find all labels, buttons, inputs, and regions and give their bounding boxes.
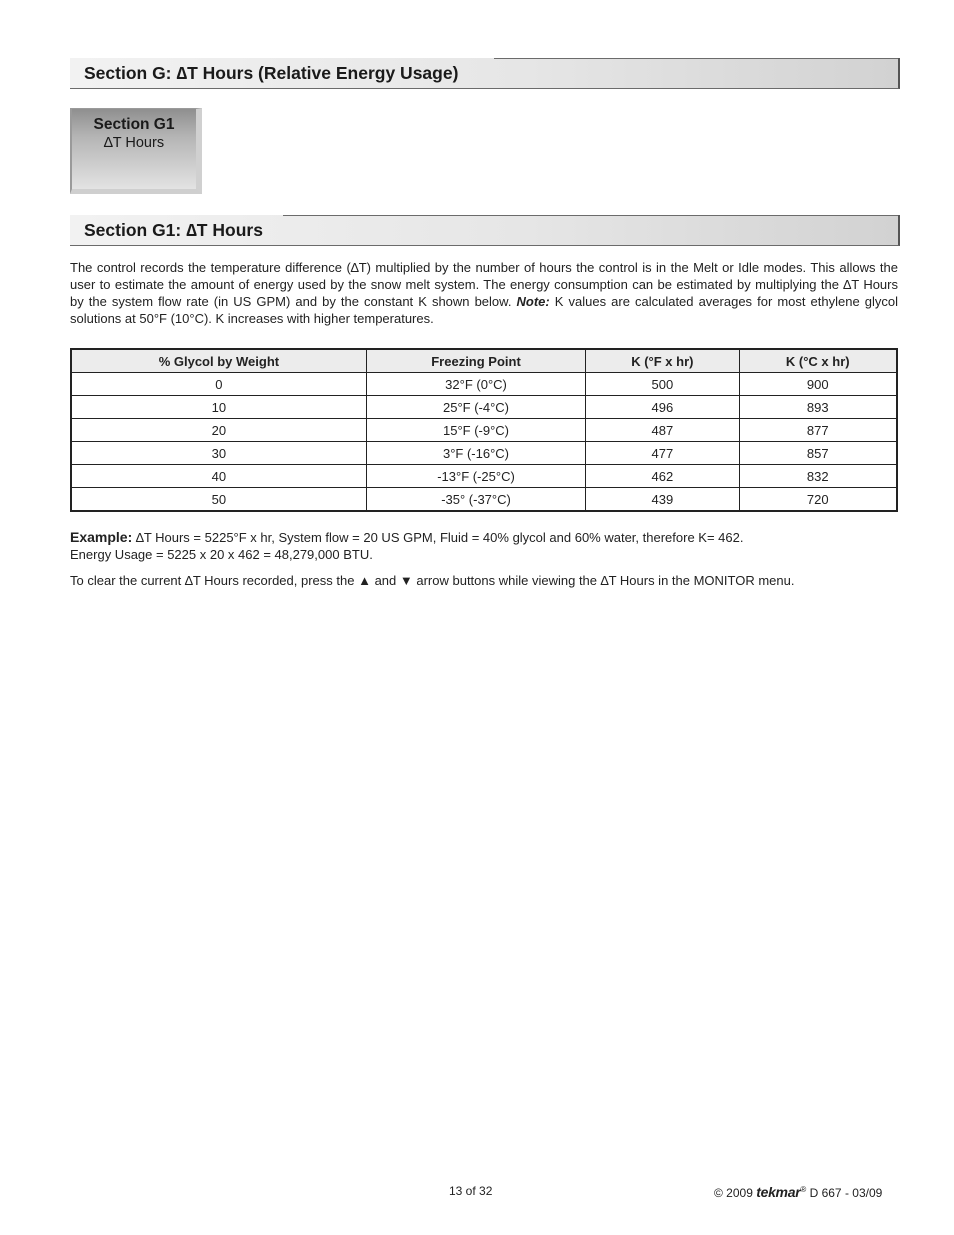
cell-freezing-point: 15°F (-9°C)	[366, 419, 585, 442]
tekmar-logo: tekmar	[756, 1184, 801, 1200]
cell-freezing-point: 32°F (0°C)	[366, 373, 585, 396]
clear-instructions	[70, 572, 898, 589]
cell-k-c: 900	[739, 373, 897, 396]
header-k-f: K (°F x hr)	[586, 349, 739, 373]
header-freezing-point: Freezing Point	[366, 349, 585, 373]
cell-k-c: 857	[739, 442, 897, 465]
section-g-title: Section G: ∆T Hours (Relative Energy Usage)	[84, 63, 459, 83]
example-label: Example:	[70, 529, 133, 545]
intro-paragraph	[70, 259, 898, 327]
example-paragraph	[70, 529, 898, 563]
glycol-k-table	[70, 348, 898, 512]
intro-text-before-note: The control records the temperature difference (∆T) multiplied by the number of hours the control is in the Melt or Idle modes. This allows the user to estimate the amount of energy used by the snow melt system. The energy consumption can be estimated by multiplying the ∆T Hours by the system flow rate (in US GPM) and by the constant K shown below.	[70, 260, 898, 309]
cell-glycol: 50	[71, 488, 366, 512]
cell-k-f: 487	[586, 419, 739, 442]
cell-freezing-point: -13°F (-25°C)	[366, 465, 585, 488]
cell-freezing-point: -35° (-37°C)	[366, 488, 585, 512]
down-arrow-icon: ▼	[399, 573, 413, 588]
table-row	[71, 488, 897, 512]
section-g-header	[70, 58, 900, 89]
document-code: D 667 - 03/09	[806, 1186, 883, 1200]
header-glycol: % Glycol by Weight	[71, 349, 366, 373]
cell-glycol: 30	[71, 442, 366, 465]
note-label: Note:	[516, 294, 550, 309]
footer-copyright	[714, 1184, 882, 1200]
header-k-c: K (°C x hr)	[739, 349, 897, 373]
cell-k-c: 877	[739, 419, 897, 442]
cell-k-f: 439	[586, 488, 739, 512]
copyright-text: © 2009	[714, 1186, 757, 1200]
cell-glycol: 0	[71, 373, 366, 396]
intro-text-after-note: K values are calculated averages for most ethylene glycol solutions at 50°F (10°C). K increases with higher temperatures.	[70, 294, 898, 326]
page-number: 13 of 32	[449, 1184, 493, 1198]
nav-box-title: Section G1	[93, 116, 175, 133]
example-line-2: Energy Usage = 5225 x 20 x 462 = 48,279,000 BTU.	[70, 547, 373, 562]
example-line-1: ∆T Hours = 5225°F x hr, System flow = 20 US GPM, Fluid = 40% glycol and 60% water, therefore K= 462.	[132, 530, 744, 545]
cell-freezing-point: 25°F (-4°C)	[366, 396, 585, 419]
cell-glycol: 10	[71, 396, 366, 419]
cell-k-c: 893	[739, 396, 897, 419]
cell-k-f: 500	[586, 373, 739, 396]
cell-glycol: 40	[71, 465, 366, 488]
nav-box-subtitle: ∆T Hours	[103, 135, 165, 151]
cell-glycol: 20	[71, 419, 366, 442]
table-row	[71, 442, 897, 465]
cell-k-f: 496	[586, 396, 739, 419]
clear-text-2: and	[370, 573, 400, 588]
table-header-row	[71, 349, 897, 373]
table-row	[71, 465, 897, 488]
section-g1-header	[70, 215, 900, 246]
cell-k-f: 462	[586, 465, 739, 488]
up-arrow-icon: ▲	[358, 573, 371, 588]
section-g1-title: Section G1: ∆T Hours	[84, 220, 263, 240]
cell-k-c: 832	[739, 465, 897, 488]
cell-k-f: 477	[586, 442, 739, 465]
registered-mark: ®	[800, 1185, 807, 1194]
section-g1-nav-box	[70, 108, 202, 194]
clear-text-3: arrow buttons while viewing the ∆T Hours in the MONITOR menu.	[412, 573, 795, 588]
table-row	[71, 373, 897, 396]
cell-freezing-point: 3°F (-16°C)	[366, 442, 585, 465]
table-row	[71, 396, 897, 419]
clear-text-1: To clear the current ∆T Hours recorded, press the	[70, 573, 359, 588]
table-row	[71, 419, 897, 442]
cell-k-c: 720	[739, 488, 897, 512]
